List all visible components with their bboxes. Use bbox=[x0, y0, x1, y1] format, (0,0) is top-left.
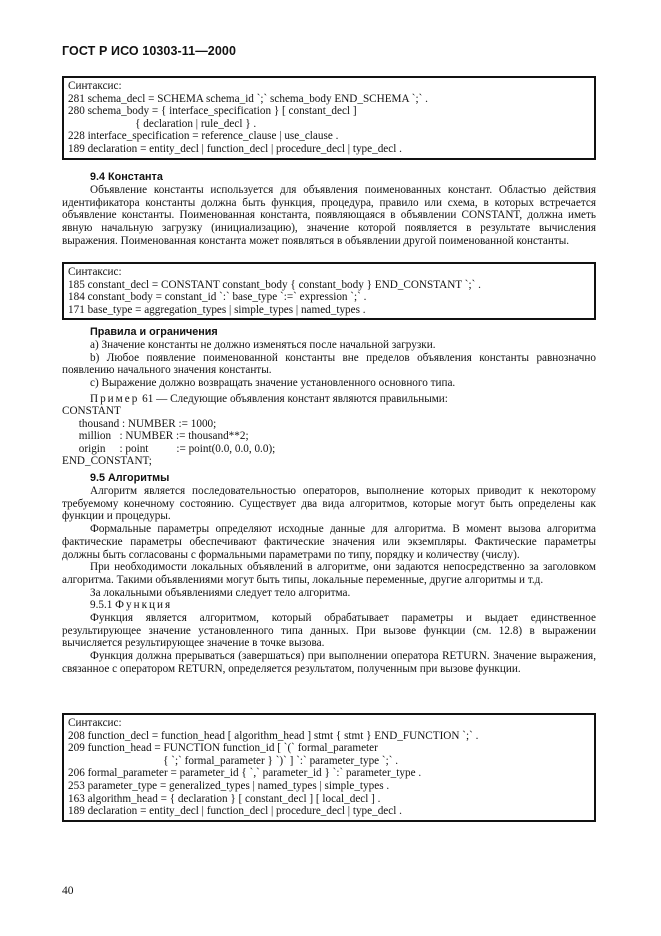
subsection-number: 9.5.1 bbox=[90, 599, 113, 612]
subsection-heading-9-5-1 bbox=[62, 599, 596, 612]
syntax-line: Синтаксис: bbox=[68, 266, 122, 278]
example-line bbox=[62, 393, 596, 406]
page-number: 40 bbox=[62, 885, 74, 897]
paragraph: При необходимости локальных объявлений в алгоритме, они задаются непосредственно за заголовком алгоритма. Такими объявлениями могут быть типы, локальные переменные, другие алгоритмы и т.д. bbox=[62, 561, 596, 586]
code-line: CONSTANT bbox=[62, 405, 121, 417]
syntax-line: { `;` formal_parameter } `)` ] `:` parameter_type `;` . bbox=[68, 754, 399, 767]
constant-example-code bbox=[62, 405, 275, 468]
code-line: million : NUMBER := thousand**2; bbox=[62, 430, 249, 443]
syntax-box-function bbox=[62, 713, 596, 822]
syntax-line: 163 algorithm_head = { declaration } [ constant_decl ] [ local_decl ] . bbox=[68, 792, 381, 805]
section-9-4-text bbox=[62, 184, 596, 248]
rules-list bbox=[62, 339, 596, 406]
syntax-line: Синтаксис: bbox=[68, 80, 122, 92]
syntax-line: 184 constant_body = constant_id `:` base_type `:=` expression `;` . bbox=[68, 291, 367, 304]
rule-b: b) Любое появление поименованной константы вне пределов объявления константы равнозначно появлению начального значения константы. bbox=[62, 351, 596, 377]
example-text: 61 — Следующие объявления констант являются правильными: bbox=[142, 392, 448, 405]
example-label: Пример bbox=[90, 392, 140, 405]
syntax-line: 185 constant_decl = CONSTANT constant_body { constant_body } END_CONSTANT `;` . bbox=[68, 278, 481, 291]
rule-c: c) Выражение должно возвращать значение установленного основного типа. bbox=[90, 377, 456, 390]
section-heading-9-5: 9.5 Алгоритмы bbox=[90, 472, 170, 484]
syntax-line: 228 interface_specification = reference_clause | use_clause . bbox=[68, 130, 339, 143]
rules-heading: Правила и ограничения bbox=[90, 326, 218, 338]
code-line: END_CONSTANT; bbox=[62, 455, 152, 468]
syntax-line: 208 function_decl = function_head [ algorithm_head ] stmt { stmt } END_FUNCTION `;` . bbox=[68, 729, 479, 742]
syntax-line: 281 schema_decl = SCHEMA schema_id `;` schema_body END_SCHEMA `;` . bbox=[68, 92, 428, 105]
rule-a: a) Значение константы не должно изменяться после начальной загрузки. bbox=[90, 339, 436, 351]
syntax-box-schema bbox=[62, 76, 596, 160]
syntax-line: Синтаксис: bbox=[68, 717, 122, 729]
paragraph: Объявление константы используется для объявления поименованных констант. Областью действия идентификатора константы должна быть функция, процедура, правило или схема, в которых встречается объявление константы. Поименованная константа, появляющаяся в объявлении CONSTANT, должна иметь явную начальную загрузку (инициализацию), значение которой появляется в результате вычисления выражения. Поименованная константа может появляться в объявлении другой поименованной константы. bbox=[62, 184, 596, 247]
syntax-box-constant bbox=[62, 262, 596, 320]
section-9-5-text bbox=[62, 485, 596, 676]
syntax-line: 189 declaration = entity_decl | function_decl | procedure_decl | type_decl . bbox=[68, 142, 402, 155]
paragraph: Алгоритм является последовательностью операторов, выполнение которых приводит к некоторому требуемому конечному состоянию. Существует два вида алгоритмов, которые могут быть определены как функции и процедуры. bbox=[62, 485, 596, 523]
code-line: thousand : NUMBER := 1000; bbox=[62, 417, 217, 430]
paragraph: Формальные параметры определяют исходные данные для алгоритма. В момент вызова алгоритма фактические параметры обеспечивают фактические значения или экземпляры. Фактические параметры должны быть согласованы с формальными параметрами по типу, порядку и количеству (числу). bbox=[62, 523, 596, 561]
syntax-line: 206 formal_parameter = parameter_id { `,` parameter_id } `:` parameter_type . bbox=[68, 767, 422, 780]
section-heading-9-4: 9.4 Константа bbox=[90, 171, 163, 183]
paragraph: Функция является алгоритмом, который обрабатывает параметры и выдает единственное результирующее значение установленного типа данных. При вызове функции (см. 12.8) в выражении вычисляется результирующее значение в точке вызова. bbox=[62, 612, 596, 650]
code-line: origin : point := point(0.0, 0.0, 0.0); bbox=[62, 442, 276, 455]
syntax-line: { declaration | rule_decl } . bbox=[68, 117, 257, 130]
paragraph: За локальными объявлениями следует тело алгоритма. bbox=[90, 586, 351, 599]
paragraph: Функция должна прерываться (завершаться) при выполнении оператора RETURN. Значение выражения, связанное с оператором RETURN, определяется результатом, полученным при вызове функции. bbox=[62, 650, 596, 675]
syntax-line: 209 function_head = FUNCTION function_id [ `(` formal_parameter bbox=[68, 742, 378, 755]
syntax-line: 253 parameter_type = generalized_types | named_types | simple_types . bbox=[68, 779, 390, 792]
subsection-title: Функция bbox=[115, 599, 173, 612]
standard-header: ГОСТ Р ИСО 10303-11—2000 bbox=[62, 44, 237, 58]
syntax-line: 171 base_type = aggregation_types | simple_types | named_types . bbox=[68, 303, 366, 316]
syntax-line: 189 declaration = entity_decl | function_decl | procedure_decl | type_decl . bbox=[68, 805, 402, 818]
syntax-line: 280 schema_body = { interface_specification } [ constant_decl ] bbox=[68, 105, 357, 118]
